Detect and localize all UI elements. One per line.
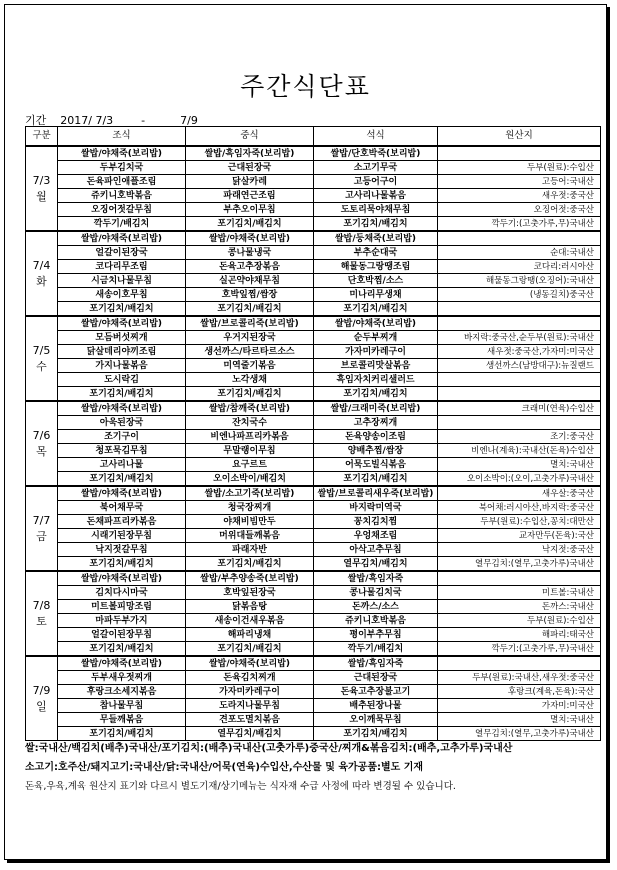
- lunch-cell: 도라지나물무침: [186, 699, 314, 713]
- lunch-cell: 포기김치/배김치: [186, 387, 314, 402]
- lunch-cell: 쌀밥/소고기죽(보리밥): [186, 486, 314, 501]
- origin-cell: 새우살:중국산: [438, 486, 601, 501]
- lunch-cell: 쌀밥/부추양송죽(보리밥): [186, 571, 314, 586]
- origin-cell: [438, 656, 601, 671]
- breakfast-cell: 포기김치/배김치: [58, 642, 186, 657]
- dinner-cell: 쌀밥/둥채죽(보리밥): [314, 231, 438, 246]
- breakfast-cell: 쌀밥/야채죽(보리밥): [58, 316, 186, 331]
- breakfast-cell: 고사리나물: [58, 458, 186, 472]
- lunch-cell: 야채비빔만두: [186, 515, 314, 529]
- table-row: [26, 600, 601, 614]
- table-row: [26, 387, 601, 402]
- table-row: [26, 231, 601, 246]
- breakfast-cell: 새송이호무침: [58, 288, 186, 302]
- table-row: [26, 656, 601, 671]
- note-line-3: 돈육,우육,계육 원산지 표기와 다르시 별도기재/상기메뉴는 식자재 수급 사정에 따라 변경될 수 있습니다.: [25, 781, 456, 792]
- day-weekday: 화: [36, 274, 47, 288]
- origin-cell: 깍두기:(고춧가루,무)국내산: [438, 217, 601, 232]
- day-weekday: 월: [36, 189, 47, 203]
- origin-cell: 돈까스:국내산: [438, 600, 601, 614]
- dinner-cell: 쌀밥/단호박죽(보리밥): [314, 146, 438, 161]
- day-cell: [26, 571, 58, 656]
- lunch-cell: 포기김치/배김치: [186, 642, 314, 657]
- breakfast-cell: 가지나물볶음: [58, 359, 186, 373]
- note-line-1: 쌀:국내산/백김치(배추)국내산/포기김치:(배추)국내산(고춧가루)중국산/찌개&볶음김치:(배추,고추가루)국내산: [25, 743, 513, 754]
- lunch-cell: 새송이건새우볶음: [186, 614, 314, 628]
- table-row: [26, 642, 601, 657]
- table-row: [26, 274, 601, 288]
- dinner-cell: 가자미카레구이: [314, 345, 438, 359]
- day-date: 7/3: [32, 173, 51, 187]
- menu-sheet: [4, 4, 607, 860]
- lunch-cell: 비엔나파프리카볶음: [186, 430, 314, 444]
- origin-cell: [438, 316, 601, 331]
- lunch-cell: 노각생채: [186, 373, 314, 387]
- header-category: 구분: [26, 127, 58, 147]
- breakfast-cell: 얼갈이된장무침: [58, 628, 186, 642]
- breakfast-cell: 도시락김: [58, 373, 186, 387]
- breakfast-cell: 포기김치/배김치: [58, 302, 186, 317]
- day-date: 7/5: [32, 343, 51, 357]
- period-label: 기간: [25, 114, 47, 127]
- dinner-cell: 우엉채조림: [314, 529, 438, 543]
- lunch-cell: 포기김치/배김치: [186, 557, 314, 572]
- table-row: [26, 543, 601, 557]
- day-weekday: 목: [36, 444, 47, 458]
- lunch-cell: 요구르트: [186, 458, 314, 472]
- header-dinner: 석식: [314, 127, 438, 147]
- origin-cell: [438, 146, 601, 161]
- day-date: 7/7: [32, 513, 51, 527]
- lunch-cell: 머위대들깨볶음: [186, 529, 314, 543]
- breakfast-cell: 포기김치/배김치: [58, 387, 186, 402]
- lunch-cell: 포기김치/배김치: [186, 302, 314, 317]
- lunch-cell: 쌀밥/브로콜리죽(보리밥): [186, 316, 314, 331]
- lunch-cell: 미역줄기볶음: [186, 359, 314, 373]
- table-row: [26, 486, 601, 501]
- dinner-cell: 아삭고추무침: [314, 543, 438, 557]
- day-cell: [26, 486, 58, 571]
- table-row: [26, 557, 601, 572]
- dinner-cell: 돈까스/소스: [314, 600, 438, 614]
- origin-cell: 코다리:러시아산: [438, 260, 601, 274]
- menu-body: [26, 146, 601, 741]
- origin-cell: 해물동그랑땡(오징어):국내산: [438, 274, 601, 288]
- breakfast-cell: 쥬키니호박볶음: [58, 189, 186, 203]
- lunch-cell: 닭살카레: [186, 175, 314, 189]
- origin-cell: 미트볼:국내산: [438, 586, 601, 600]
- breakfast-cell: 두부새우젓찌개: [58, 671, 186, 685]
- dinner-cell: 양배추찜/쌈장: [314, 444, 438, 458]
- dinner-cell: 고등어구이: [314, 175, 438, 189]
- lunch-cell: 우거지된장국: [186, 331, 314, 345]
- table-row: [26, 217, 601, 232]
- table-row: [26, 529, 601, 543]
- breakfast-cell: 쌀밥/야채죽(보리밥): [58, 486, 186, 501]
- header-breakfast: 조식: [58, 127, 186, 147]
- lunch-cell: 청국장찌개: [186, 501, 314, 515]
- lunch-cell: 포기김치/배김치: [186, 217, 314, 232]
- breakfast-cell: 후랑크소세지볶음: [58, 685, 186, 699]
- breakfast-cell: 모듬버섯찌개: [58, 331, 186, 345]
- page-title: 주간식단표: [240, 72, 371, 101]
- table-row: [26, 713, 601, 727]
- breakfast-cell: 쌀밥/야채죽(보리밥): [58, 231, 186, 246]
- breakfast-cell: 포기김치/배김치: [58, 472, 186, 487]
- table-row: [26, 260, 601, 274]
- origin-cell: 낙지젓:중국산: [438, 543, 601, 557]
- origin-cell: 북어채:러시아산,바지락:중국산: [438, 501, 601, 515]
- breakfast-cell: 마파두부가지: [58, 614, 186, 628]
- lunch-cell: 근대된장국: [186, 161, 314, 175]
- lunch-cell: 닭볶음탕: [186, 600, 314, 614]
- breakfast-cell: 북어채무국: [58, 501, 186, 515]
- lunch-cell: 쌀밥/참깨죽(보리밥): [186, 401, 314, 416]
- table-row: [26, 189, 601, 203]
- breakfast-cell: 쌀밥/야채죽(보리밥): [58, 571, 186, 586]
- dinner-cell: 꽁치김치찜: [314, 515, 438, 529]
- breakfast-cell: 무들깨볶음: [58, 713, 186, 727]
- lunch-cell: 쌀밥/야채죽(보리밥): [186, 656, 314, 671]
- breakfast-cell: 아욱된장국: [58, 416, 186, 430]
- table-row: [26, 331, 601, 345]
- table-row: [26, 444, 601, 458]
- day-weekday: 토: [36, 614, 47, 628]
- lunch-cell: 실곤약야채무침: [186, 274, 314, 288]
- dinner-cell: 포기김치/배김치: [314, 302, 438, 317]
- dinner-cell: 포기김치/배김치: [314, 387, 438, 402]
- day-date: 7/8: [32, 598, 51, 612]
- dinner-cell: 브로콜리맛살볶음: [314, 359, 438, 373]
- note-line-2: 소고기:호주산/돼지고기:국내산/닭:국내산/어묵(연육)수입산,수산물 및 육가공품:별도 기재: [25, 762, 424, 773]
- table-row: [26, 515, 601, 529]
- breakfast-cell: 쌀밥/야채죽(보리밥): [58, 656, 186, 671]
- origin-cell: 교자만두(돈육):국산: [438, 529, 601, 543]
- breakfast-cell: 낙지젓갈무침: [58, 543, 186, 557]
- day-date: 7/9: [32, 683, 51, 697]
- dinner-cell: 평이부추무침: [314, 628, 438, 642]
- breakfast-cell: 쌀밥/야채죽(보리밥): [58, 401, 186, 416]
- table-row: [26, 586, 601, 600]
- lunch-cell: 콩나물냉국: [186, 246, 314, 260]
- table-row: [26, 571, 601, 586]
- origin-cell: 멸치:국내산: [438, 458, 601, 472]
- table-row: [26, 458, 601, 472]
- dinner-cell: 소고기무국: [314, 161, 438, 175]
- breakfast-cell: 쌀밥/야채죽(보리밥): [58, 146, 186, 161]
- breakfast-cell: 시래기된장무침: [58, 529, 186, 543]
- dinner-cell: 돈육고추장불고기: [314, 685, 438, 699]
- breakfast-cell: 청포묵김무침: [58, 444, 186, 458]
- lunch-cell: 호박잎찜/쌈장: [186, 288, 314, 302]
- dinner-cell: 도토리묵야채무침: [314, 203, 438, 217]
- dinner-cell: 어묵도빌식볶음: [314, 458, 438, 472]
- origin-cell: [438, 387, 601, 402]
- table-row: [26, 373, 601, 387]
- day-weekday: 금: [36, 529, 47, 543]
- origin-cell: 새우젓:중국산,가자미:미국산: [438, 345, 601, 359]
- lunch-cell: 오이소박이/배김치: [186, 472, 314, 487]
- breakfast-cell: 오징어젓갈무침: [58, 203, 186, 217]
- table-header-row: [26, 127, 601, 147]
- dinner-cell: 미나리무생채: [314, 288, 438, 302]
- dinner-cell: 쌀밥/크래미죽(보리밥): [314, 401, 438, 416]
- lunch-cell: 생선까스/타르타르소스: [186, 345, 314, 359]
- day-cell: [26, 146, 58, 231]
- origin-cell: 두부(원료):수입산,꽁치:대만산: [438, 515, 601, 529]
- origin-cell: 오징어젓:중국산: [438, 203, 601, 217]
- dinner-cell: 흑임자치커리샐러드: [314, 373, 438, 387]
- origin-cell: [438, 373, 601, 387]
- day-cell: [26, 316, 58, 401]
- table-row: [26, 316, 601, 331]
- dinner-cell: 쌀밥/흑임자죽: [314, 571, 438, 586]
- day-cell: [26, 231, 58, 316]
- table-row: [26, 345, 601, 359]
- origin-cell: 생선까스(남방대구):뉴질랜드: [438, 359, 601, 373]
- dinner-cell: 쌀밥/흑임자죽: [314, 656, 438, 671]
- breakfast-cell: 코다리무조림: [58, 260, 186, 274]
- table-row: [26, 175, 601, 189]
- day-date: 7/4: [32, 258, 51, 272]
- dinner-cell: 부추순대국: [314, 246, 438, 260]
- origin-cell: 깍두기:(고춧가루,무)국내산: [438, 642, 601, 657]
- origin-cell: 바지락:중국산,순두부(원료):국내산: [438, 331, 601, 345]
- dinner-cell: 순두부찌개: [314, 331, 438, 345]
- day-weekday: 일: [36, 699, 47, 713]
- dinner-cell: 쥬키니호박볶음: [314, 614, 438, 628]
- dinner-cell: 바지락미역국: [314, 501, 438, 515]
- period-dash: -: [141, 114, 146, 127]
- origin-cell: 후랑크(계육,돈육):국산: [438, 685, 601, 699]
- dinner-cell: 콩나물김치국: [314, 586, 438, 600]
- table-row: [26, 501, 601, 515]
- breakfast-cell: 미트볼피망조림: [58, 600, 186, 614]
- dinner-cell: 포기김치/배김치: [314, 217, 438, 232]
- day-weekday: 수: [36, 359, 47, 373]
- table-row: [26, 288, 601, 302]
- origin-cell: 두부(원료):수입산: [438, 161, 601, 175]
- origin-cell: 두부(원료):국내산,새우젓:중국산: [438, 671, 601, 685]
- origin-cell: [438, 571, 601, 586]
- breakfast-cell: 돈채파프리카볶음: [58, 515, 186, 529]
- origin-cell: 멸치:국내산: [438, 713, 601, 727]
- dinner-cell: 해물동그랑땡조림: [314, 260, 438, 274]
- origin-cell: 열무김치:(열무,고춧가루)국내산: [438, 727, 601, 741]
- table-row: [26, 671, 601, 685]
- lunch-cell: 견포도멸치볶음: [186, 713, 314, 727]
- origin-cell: 가자미:미국산: [438, 699, 601, 713]
- table-row: [26, 146, 601, 161]
- table-row: [26, 430, 601, 444]
- table-row: [26, 614, 601, 628]
- origin-cell: 새우젓:중국산: [438, 189, 601, 203]
- origin-cell: 두부(원료):수입산: [438, 614, 601, 628]
- origin-cell: 열무김치:(열무,고춧가루)국내산: [438, 557, 601, 572]
- header-lunch: 중식: [186, 127, 314, 147]
- breakfast-cell: 시금치나물무침: [58, 274, 186, 288]
- table-row: [26, 416, 601, 430]
- table-row: [26, 628, 601, 642]
- dinner-cell: 포기김치/배김치: [314, 472, 438, 487]
- header-origin: 원산지: [438, 127, 601, 147]
- lunch-cell: 쌀밥/야채죽(보리밥): [186, 231, 314, 246]
- period-end: 7/9: [180, 114, 198, 127]
- origin-cell: 조기:중국산: [438, 430, 601, 444]
- breakfast-cell: 얼갈이된장국: [58, 246, 186, 260]
- lunch-cell: 잔치국수: [186, 416, 314, 430]
- lunch-cell: 파래자반: [186, 543, 314, 557]
- weekly-menu-table: [25, 126, 601, 741]
- table-row: [26, 359, 601, 373]
- table-row: [26, 685, 601, 699]
- table-row: [26, 699, 601, 713]
- breakfast-cell: 닭살데리야끼조림: [58, 345, 186, 359]
- breakfast-cell: 조기구이: [58, 430, 186, 444]
- dinner-cell: 열무김치/배김치: [314, 557, 438, 572]
- notes: [25, 739, 605, 796]
- dinner-cell: 고추장찌개: [314, 416, 438, 430]
- origin-cell: (냉동길치)중국산: [438, 288, 601, 302]
- breakfast-cell: 돈육파인애플조림: [58, 175, 186, 189]
- dinner-cell: 쌀밥/야채죽(보리밥): [314, 316, 438, 331]
- breakfast-cell: 참나물무침: [58, 699, 186, 713]
- table-row: [26, 472, 601, 487]
- origin-cell: 오이소박이:(오이,고춧가루)국내산: [438, 472, 601, 487]
- day-cell: [26, 401, 58, 486]
- origin-cell: 해파리:태국산: [438, 628, 601, 642]
- breakfast-cell: 깍두기/배김치: [58, 217, 186, 232]
- origin-cell: [438, 302, 601, 317]
- lunch-cell: 호박잎된장국: [186, 586, 314, 600]
- lunch-cell: 파래연근조림: [186, 189, 314, 203]
- dinner-cell: 오이깨묵무침: [314, 713, 438, 727]
- table-row: [26, 401, 601, 416]
- dinner-cell: 쌀밥/브로콜리새우죽(보리밥): [314, 486, 438, 501]
- dinner-cell: 고사리나물볶음: [314, 189, 438, 203]
- lunch-cell: 쌀밥/흑임자죽(보리밥): [186, 146, 314, 161]
- origin-cell: 비엔나(계육):국내산(돈육)수입산: [438, 444, 601, 458]
- origin-cell: 고등어:국내산: [438, 175, 601, 189]
- dinner-cell: 포기김치/배김치: [314, 727, 438, 741]
- dinner-cell: 단호박찜/소스: [314, 274, 438, 288]
- breakfast-cell: 김치다시마국: [58, 586, 186, 600]
- breakfast-cell: 두부김치국: [58, 161, 186, 175]
- origin-cell: [438, 231, 601, 246]
- breakfast-cell: 포기김치/배김치: [58, 557, 186, 572]
- day-cell: [26, 656, 58, 741]
- origin-cell: 순대:국내산: [438, 246, 601, 260]
- dinner-cell: 배추된장나물: [314, 699, 438, 713]
- origin-cell: 크래미(연육)수입산: [438, 401, 601, 416]
- dinner-cell: 돈육양송이조림: [314, 430, 438, 444]
- lunch-cell: 돈육김치찌개: [186, 671, 314, 685]
- lunch-cell: 돈육고추장볶음: [186, 260, 314, 274]
- dinner-cell: 깍두기/배김치: [314, 642, 438, 657]
- table-row: [26, 203, 601, 217]
- lunch-cell: 해파리냉채: [186, 628, 314, 642]
- origin-cell: [438, 416, 601, 430]
- lunch-cell: 가자미카레구이: [186, 685, 314, 699]
- breakfast-cell: 포기김치/배김치: [58, 727, 186, 741]
- period-start: 2017/ 7/3: [60, 114, 114, 127]
- lunch-cell: 무말랭이무침: [186, 444, 314, 458]
- day-date: 7/6: [32, 428, 51, 442]
- lunch-cell: 부추오이무침: [186, 203, 314, 217]
- table-row: [26, 246, 601, 260]
- dinner-cell: 근대된장국: [314, 671, 438, 685]
- table-row: [26, 302, 601, 317]
- table-row: [26, 161, 601, 175]
- lunch-cell: 열무김치/배김치: [186, 727, 314, 741]
